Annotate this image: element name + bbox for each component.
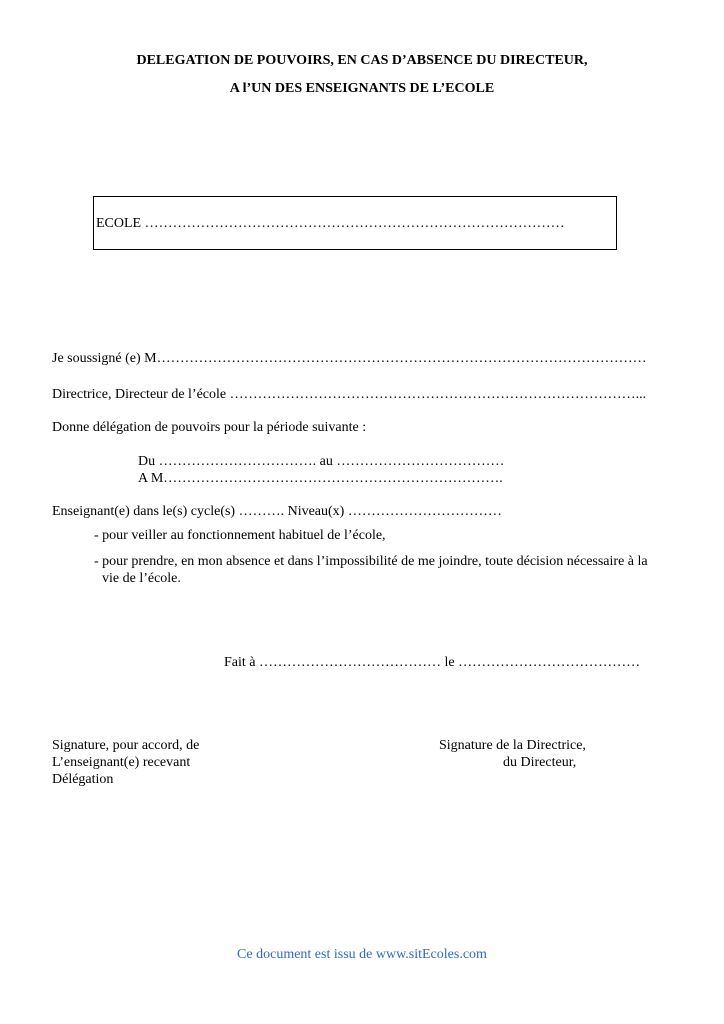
mission-item-2-line1: - pour prendre, en mon absence et dans l’impossibilité de me joindre, toute décision nécessaire à la: [94, 554, 648, 569]
mission-item-1: - pour veiller au fonctionnement habituel de l’école,: [94, 528, 386, 543]
document-title-line1: DELEGATION DE POUVOIRS, EN CAS D’ABSENCE DU DIRECTEUR,: [136, 53, 588, 68]
signature-right-line2: du Directeur,: [503, 755, 577, 770]
footer-link[interactable]: Ce document est issu de www.sitEcoles.com: [237, 947, 487, 962]
signature-left-line1: Signature, pour accord, de: [52, 738, 200, 753]
directeur-line: Directrice, Directeur de l’école ……………………………………………………………………………...: [52, 387, 647, 402]
soussigne-line: Je soussigné (e) M……………………………………………………………………………………………: [52, 351, 647, 366]
signature-left-line2: L’enseignant(e) recevant: [52, 755, 191, 770]
periode-am-line: A M……………………………………………………………….: [138, 471, 503, 486]
signature-left-line3: Délégation: [52, 772, 114, 787]
ecole-field: ECOLE ………………………………………………………………………………: [96, 216, 565, 231]
mission-item-2-line2: vie de l’école.: [102, 571, 181, 586]
document-title-line2: A l’UN DES ENSEIGNANTS DE L’ECOLE: [229, 81, 495, 96]
delegation-line: Donne délégation de pouvoirs pour la période suivante :: [52, 420, 367, 435]
fait-a-line: Fait à ………………………………… le …………………………………: [224, 655, 641, 670]
signature-right-line1: Signature de la Directrice,: [439, 738, 586, 753]
periode-du-line: Du ……………………………. au ………………………………: [138, 454, 505, 469]
enseignant-line: Enseignant(e) dans le(s) cycle(s) ………. Niveau(x) ……………………………: [52, 504, 502, 519]
